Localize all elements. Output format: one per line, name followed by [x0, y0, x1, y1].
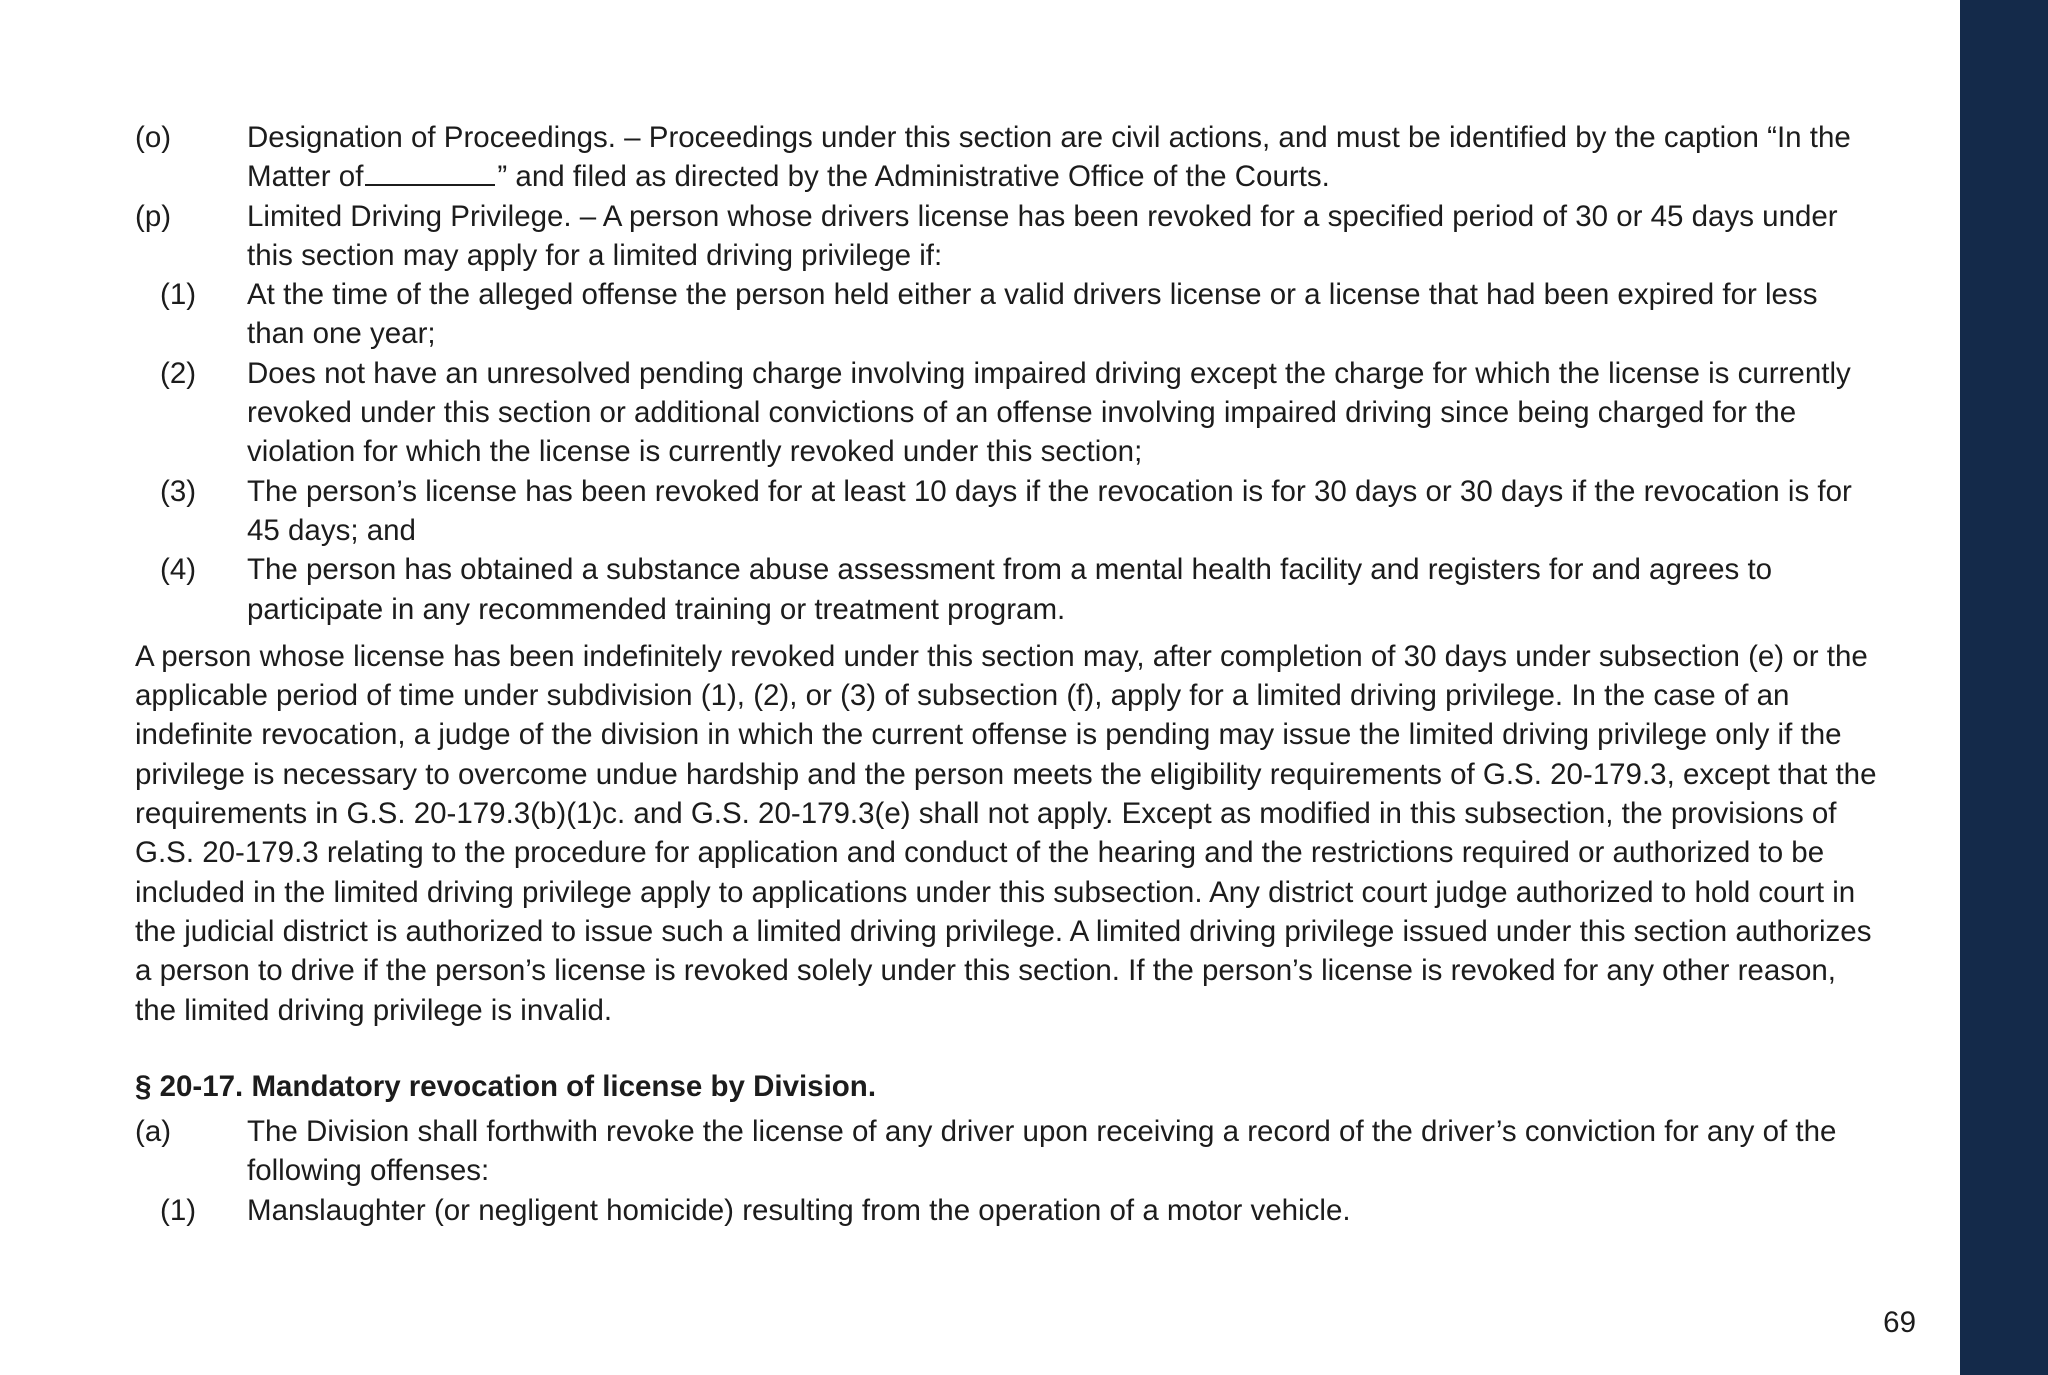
- item-text: The person has obtained a substance abuse assessment from a mental health facility and registers for and agrees to participate in any recommended training or treatment program.: [247, 553, 1773, 626]
- item-text-after: ” and filed as directed by the Administrative Office of the Courts.: [497, 160, 1330, 194]
- page-content: [135, 118, 1880, 1230]
- item-text: The person’s license has been revoked for at least 10 days if the revocation is for 30 days or 30 days if the revocation is for 45 days; and: [247, 474, 1852, 547]
- item-marker: (p): [135, 199, 172, 233]
- item-marker: (1): [160, 1193, 197, 1227]
- item-marker: (o): [135, 121, 172, 154]
- item-text: Does not have an unresolved pending charge involving impaired driving except the charge for which the license is currently revoked under this section or additional convictions of an offense involving impaired driving since being charged for the violation for which the license is currently revoked under this section;: [247, 356, 1851, 469]
- item-text: Manslaughter (or negligent homicide) resulting from the operation of a motor vehicle.: [247, 1193, 1351, 1227]
- item-p-4: [135, 550, 1880, 629]
- section-heading: § 20-17. Mandatory revocation of license by Division.: [135, 1069, 877, 1103]
- section-item-a-1: [135, 1191, 1880, 1230]
- item-marker: (3): [160, 474, 197, 508]
- section-item-a: [135, 1112, 1880, 1191]
- item-marker: (2): [160, 356, 197, 390]
- body-paragraph: A person whose license has been indefinitely revoked under this section may, after completion of 30 days under subsection (e) or the applicable period of time under subdivision (1), (2), or (3) of subsection (f), apply for a limited driving privilege. In the case of an indefinite revocation, a judge of the division in which the current offense is pending may issue the limited driving privilege only if the privilege is necessary to overcome undue hardship and the person meets the eligibility requirements of G.S. 20-179.3, except that the requirements in G.S. 20-179.3(b)(1)c. and G.S. 20-179.3(e) shall not apply. Except as modified in this subsection, the provisions of G.S. 20-179.3 relating to the procedure for application and conduct of the hearing and the restrictions required or authorized to be included in the limited driving privilege apply to applications under this subsection. Any district court judge authorized to hold court in the judicial district is authorized to issue such a limited driving privilege. A limited driving privilege issued under this section authorizes a person to drive if the person’s license is revoked solely under this section. If the person’s license is revoked for any other reason, the limited driving privilege is invalid.: [135, 639, 1877, 1027]
- side-bar: [1960, 0, 2048, 1375]
- item-p: [135, 197, 1880, 276]
- page-number: 69: [1883, 1306, 1916, 1339]
- item-p-3: [135, 472, 1880, 551]
- item-text: Limited Driving Privilege. – A person whose drivers license has been revoked for a specified period of 30 or 45 days under this section may apply for a limited driving privilege if:: [247, 199, 1838, 272]
- item-text-before: Designation of Proceedings. – Proceedings under this section are civil actions, and must be identified by the caption “In the Matter of: [247, 121, 1851, 194]
- item-marker: (1): [160, 278, 197, 312]
- item-marker: (a): [135, 1115, 172, 1149]
- caption-blank-line: [365, 158, 495, 186]
- item-marker: (4): [160, 553, 197, 587]
- item-text: [247, 118, 1880, 197]
- item-p-1: [135, 275, 1880, 354]
- item-p-2: [135, 354, 1880, 472]
- item-text: The Division shall forthwith revoke the license of any driver upon receiving a record of the driver’s conviction for any of the following offenses:: [247, 1115, 1837, 1188]
- item-text: At the time of the alleged offense the person held either a valid drivers license or a license that had been expired for less than one year;: [247, 278, 1818, 351]
- item-o: [135, 118, 1880, 197]
